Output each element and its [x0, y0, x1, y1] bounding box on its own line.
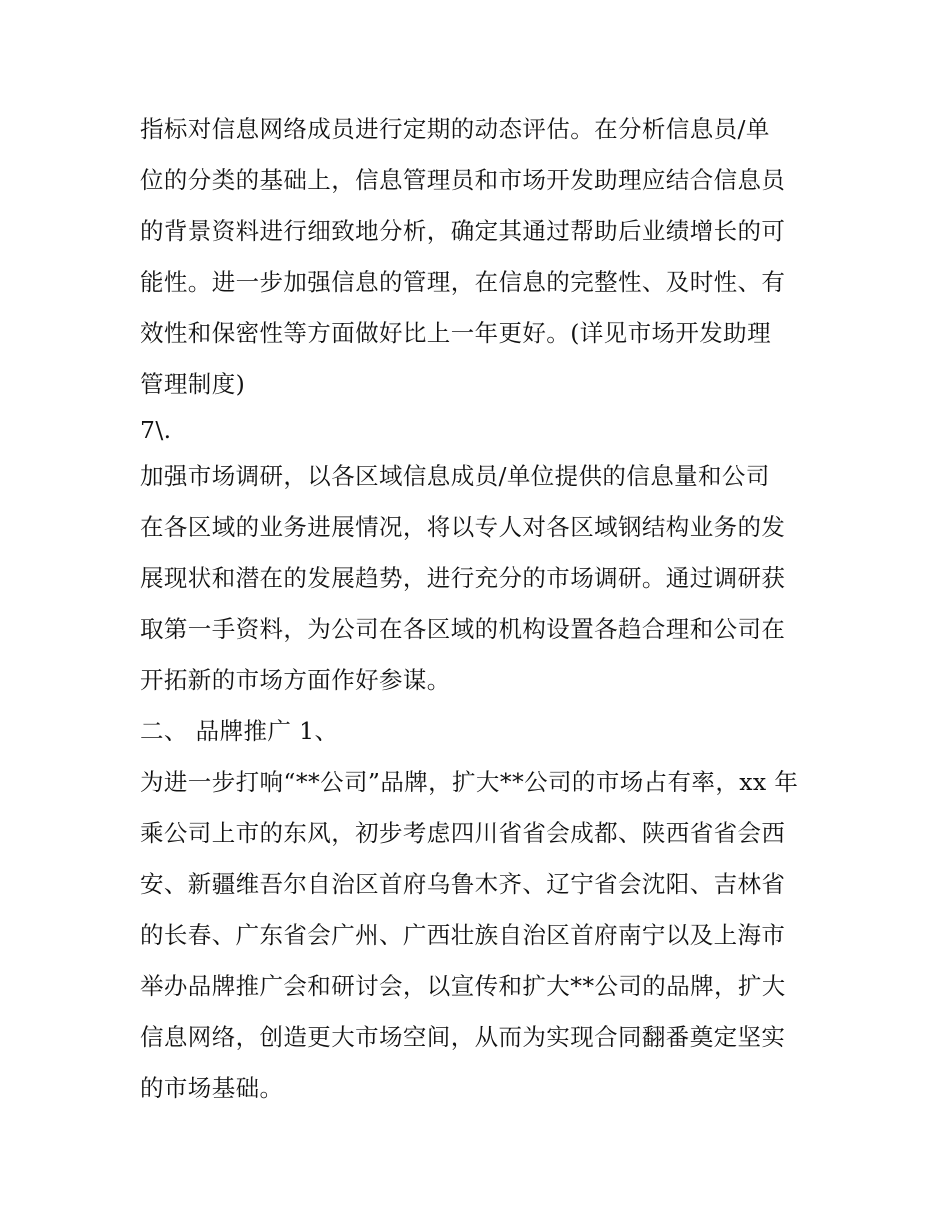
section-heading: 二、 品牌推广 1、 — [140, 717, 339, 745]
paragraph-line: 指标对信息网络成员进行定期的动态评估。在分析信息员/单 — [140, 115, 770, 143]
paragraph-line: 为进一步打响“**公司”品牌，扩大**公司的市场占有率，xx 年 — [140, 768, 799, 796]
paragraph-line: 效性和保密性等方面做好比上一年更好。(详见市场开发助理 — [140, 319, 771, 347]
paragraph-line: 开拓新的市场方面作好参谋。 — [140, 666, 451, 694]
paragraph-line: 位的分类的基础上，信息管理员和市场开发助理应结合信息员 — [140, 166, 786, 194]
paragraph-line: 管理制度) — [140, 370, 246, 398]
paragraph-line: 在各区域的业务进展情况，将以专人对各区域钢结构业务的发 — [140, 513, 786, 541]
paragraph-line: 的长春、广东省会广州、广西壮族自治区首府南宁以及上海市 — [140, 921, 786, 949]
list-number: 7\. — [140, 416, 172, 444]
paragraph-line: 展现状和潜在的发展趋势，进行充分的市场调研。通过调研获 — [140, 564, 786, 592]
paragraph-line: 的市场基础。 — [140, 1074, 284, 1102]
paragraph-line: 乘公司上市的东风，初步考虑四川省省会成都、陕西省省会西 — [140, 819, 786, 847]
paragraph-line: 加强市场调研，以各区域信息成员/单位提供的信息量和公司 — [140, 462, 770, 490]
paragraph-line: 的背景资料进行细致地分析，确定其通过帮助后业绩增长的可 — [140, 217, 786, 245]
paragraph-line: 取第一手资料，为公司在各区域的机构设置各趋合理和公司在 — [140, 615, 786, 643]
paragraph-line: 举办品牌推广会和研讨会，以宣传和扩大**公司的品牌，扩大 — [140, 972, 786, 1000]
paragraph-line: 安、新疆维吾尔自治区首府乌鲁木齐、辽宁省会沈阳、吉林省 — [140, 870, 786, 898]
paragraph-line: 能性。进一步加强信息的管理，在信息的完整性、及时性、有 — [140, 268, 786, 296]
paragraph-line: 信息网络，创造更大市场空间，从而为实现合同翻番奠定坚实 — [140, 1023, 786, 1051]
